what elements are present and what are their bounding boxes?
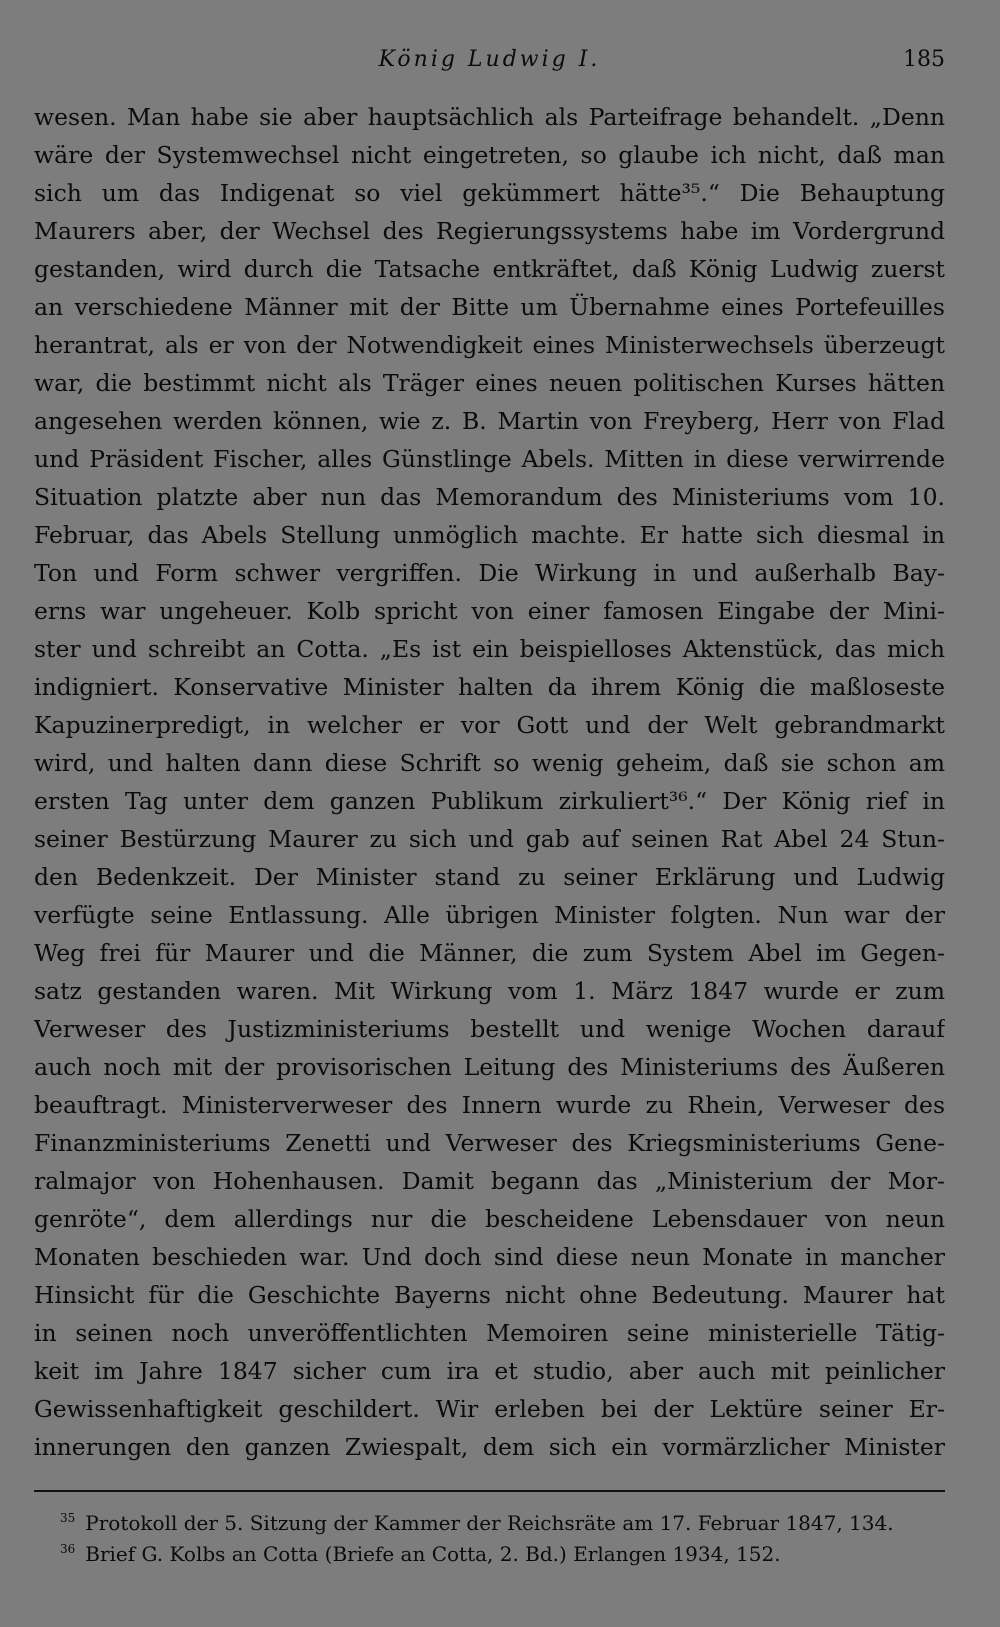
text-line: an verschiedene Männer mit der Bitte um Übernahme eines Portefeuilles — [34, 293, 945, 321]
text-line: herantrat, als er von der Notwendigkeit eines Ministerwechsels überzeugt — [34, 331, 945, 359]
text-line: den Bedenkzeit. Der Minister stand zu seiner Erklärung und Ludwig — [34, 863, 945, 891]
footnote-divider — [34, 1490, 945, 1492]
text-line: in seinen noch unveröffentlichten Memoiren seine ministerielle Tätig- — [34, 1319, 945, 1347]
footnote — [60, 1508, 945, 1539]
running-title: König Ludwig I. — [378, 47, 601, 72]
text-line: Weg frei für Maurer und die Männer, die zum System Abel im Gegen- — [34, 939, 945, 967]
footnote-mark: 36 — [60, 1542, 76, 1557]
text-line: Finanzministeriums Zenetti und Verweser des Kriegsministeriums Gene- — [34, 1129, 945, 1157]
footnote — [60, 1539, 945, 1570]
text-line: ralmajor von Hohenhausen. Damit begann das „Ministerium der Mor- — [34, 1167, 945, 1195]
page-number: 185 — [903, 47, 945, 72]
text-line: wesen. Man habe sie aber hauptsächlich als Parteifrage behandelt. „Denn — [34, 103, 945, 131]
text-line: beauftragt. Ministerverweser des Innern wurde zu Rhein, Verweser des — [34, 1091, 945, 1119]
text-line: Maurers aber, der Wechsel des Regierungssystems habe im Vordergrund — [34, 217, 945, 245]
text-line: wird, und halten dann diese Schrift so wenig geheim, daß sie schon am — [34, 749, 945, 777]
text-line: genröte“, dem allerdings nur die bescheidene Lebensdauer von neun — [34, 1205, 945, 1233]
text-line: wäre der Systemwechsel nicht eingetreten, so glaube ich nicht, daß man — [34, 141, 945, 169]
text-line: Monaten beschieden war. Und doch sind diese neun Monate in mancher — [34, 1243, 945, 1271]
footnote-text: Protokoll der 5. Sitzung der Kammer der Reichsräte am 17. Februar 1847, 134. — [85, 1511, 894, 1535]
text-line: angesehen werden können, wie z. B. Martin von Freyberg, Herr von Flad — [34, 407, 945, 435]
text-line: war, die bestimmt nicht als Träger eines neuen politischen Kurses hätten — [34, 369, 945, 397]
text-line: Gewissenhaftigkeit geschildert. Wir erleben bei der Lektüre seiner Er- — [34, 1395, 945, 1423]
text-line: indigniert. Konservative Minister halten da ihrem König die maßloseste — [34, 673, 945, 701]
text-line: auch noch mit der provisorischen Leitung des Ministeriums des Äußeren — [34, 1053, 945, 1081]
text-line: sich um das Indigenat so viel gekümmert hätte³⁵.“ Die Behauptung — [34, 179, 945, 207]
text-line: Hinsicht für die Geschichte Bayerns nicht ohne Bedeutung. Maurer hat — [34, 1281, 945, 1309]
footnote-text: Brief G. Kolbs an Cotta (Briefe an Cotta, 2. Bd.) Erlangen 1934, 152. — [85, 1542, 781, 1566]
text-line: Situation platzte aber nun das Memorandum des Ministeriums vom 10. — [34, 483, 945, 511]
running-head — [34, 40, 945, 80]
footnote-mark: 35 — [60, 1511, 76, 1526]
text-line: satz gestanden waren. Mit Wirkung vom 1. März 1847 wurde er zum — [34, 977, 945, 1005]
text-line: Kapuzinerpredigt, in welcher er vor Gott und der Welt gebrandmarkt — [34, 711, 945, 739]
text-line: ster und schreibt an Cotta. „Es ist ein beispielloses Aktenstück, das mich — [34, 635, 945, 663]
text-line: Februar, das Abels Stellung unmöglich machte. Er hatte sich diesmal in — [34, 521, 945, 549]
text-line: verfügte seine Entlassung. Alle übrigen Minister folgten. Nun war der — [34, 901, 945, 929]
footnotes — [60, 1508, 945, 1570]
body-text — [34, 98, 945, 1466]
text-line: Ton und Form schwer vergriffen. Die Wirkung in und außerhalb Bay- — [34, 559, 945, 587]
text-line: gestanden, wird durch die Tatsache entkräftet, daß König Ludwig zuerst — [34, 255, 945, 283]
text-line: erns war ungeheuer. Kolb spricht von einer famosen Eingabe der Mini- — [34, 597, 945, 625]
text-line: innerungen den ganzen Zwiespalt, dem sich ein vormärzlicher Minister — [34, 1433, 945, 1461]
text-line: und Präsident Fischer, alles Günstlinge Abels. Mitten in diese verwirrende — [34, 445, 945, 473]
text-line: ersten Tag unter dem ganzen Publikum zirkuliert³⁶.“ Der König rief in — [34, 787, 945, 815]
text-line: Verweser des Justizministeriums bestellt und wenige Wochen darauf — [34, 1015, 945, 1043]
text-line: seiner Bestürzung Maurer zu sich und gab auf seinen Rat Abel 24 Stun- — [34, 825, 945, 853]
text-line: keit im Jahre 1847 sicher cum ira et studio, aber auch mit peinlicher — [34, 1357, 945, 1385]
